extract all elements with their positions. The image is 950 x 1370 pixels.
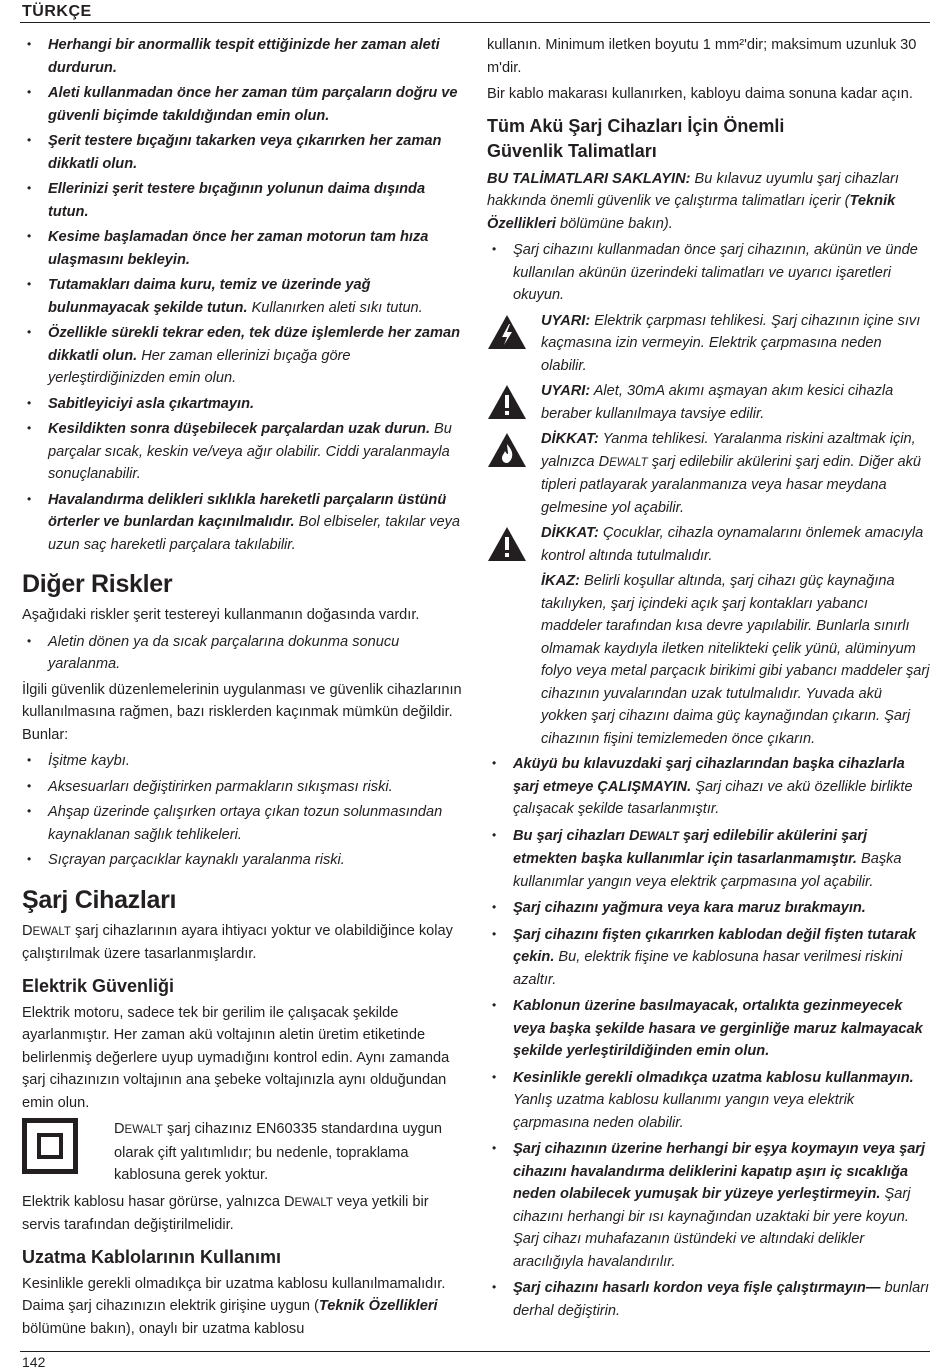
bullet-bold: Tutamakları daima kuru, temiz ve üzerinde yağ bulunmayacak şekilde tutun. bbox=[48, 277, 371, 316]
cable-text-a: Elektrik kablosu hasar görürse, yalnızca D bbox=[22, 1193, 295, 1210]
warning-rcd bbox=[487, 380, 930, 425]
brand-rest: EWALT bbox=[32, 925, 71, 938]
rule-bold: Şarj cihazını yağmura veya kara maruz bırakmayın. bbox=[513, 900, 866, 916]
list-item bbox=[22, 489, 462, 557]
exclamation-hazard-icon bbox=[487, 380, 541, 424]
safety-bullet-list bbox=[22, 34, 462, 556]
warning-label: DİKKAT: bbox=[541, 431, 599, 447]
bullet-text: Bol elbiseler, takılar veya uzun saç hareketli parçalara takılabilir. bbox=[48, 514, 461, 553]
extension-cords-heading: Uzatma Kablolarının Kullanımı bbox=[22, 1246, 282, 1267]
list-item bbox=[487, 924, 930, 992]
rule-text: Başka kullanımlar yangın veya elektrik çarpmasına yol açabilir. bbox=[513, 851, 902, 890]
list-item: • İşitme kaybı. bbox=[22, 750, 462, 773]
other-risks-heading: Diğer Riskler bbox=[22, 570, 173, 598]
bullet-bold: Ellerinizi şerit testere bıçağının yolunun daima dışında tutun. bbox=[48, 181, 426, 220]
other-risks-bullet-list bbox=[22, 631, 462, 676]
save-text-a: Bu kılavuz uyumlu şarj cihazları hakkında önemli güvenlik ve çalıştırma talimatları içerir ( bbox=[487, 170, 899, 209]
charger-rules-list bbox=[487, 753, 930, 1322]
ext-text-b: bölümüne bakın), onaylı bir uzatma kablosu bbox=[22, 1320, 305, 1337]
list-item: • Sıçrayan parçacıklar kaynaklı yaralanma riski. bbox=[22, 849, 462, 872]
right-column bbox=[487, 34, 930, 1326]
other-risks-paragraph: İlgili güvenlik düzenlemelerinin uygulanması ve güvenlik cihazlarının kullanılmasına rağmen, bazı risklerden kaçınmak mümkün değildir. Bunlar: bbox=[22, 681, 462, 743]
save-text-b: bölümüne bakın). bbox=[555, 215, 673, 232]
bullet-bold: Aleti kullanmadan önce her zaman tüm parçaların doğru ve güvenli biçimde takıldığından emin olun. bbox=[48, 85, 458, 124]
electrical-safety-heading: Elektrik Güvenliği bbox=[22, 975, 175, 996]
risk-list bbox=[22, 750, 462, 872]
brand-rest: EWALT bbox=[124, 1124, 163, 1136]
list-item bbox=[22, 178, 462, 223]
list-item bbox=[487, 897, 930, 920]
bullet-bold: Şerit testere bıçağını takarken veya çıkarırken her zaman dikkatli olun. bbox=[48, 133, 442, 172]
list-item bbox=[22, 82, 462, 127]
brand-rest: EWALT bbox=[294, 1196, 333, 1209]
bullet-text: Bu parçalar sıcak, keskin ve/veya ağır olabilir. Ciddi yaralanmayla sonuçlanabilir. bbox=[48, 421, 452, 482]
warning-text-a: Yanma tehlikesi. Yaralanma riskini azaltmak için, yalnızca D bbox=[541, 431, 916, 470]
double-insulation-icon bbox=[22, 1118, 78, 1174]
notice-label: İKAZ: bbox=[541, 573, 580, 589]
bullet-bold: Sabitleyiciyi asla çıkartmayın. bbox=[48, 395, 255, 412]
heading-line-1: Tüm Akü Şarj Cihazları İçin Önemli bbox=[487, 115, 785, 136]
list-item bbox=[22, 322, 462, 390]
rule-bold: Kablonun üzerine basılmayacak, ortalıkta gezinmeyecek veya başka şekilde hasara ve gerginliğe maruz kalmayacak şekilde yerleştirildiğinden emin olun. bbox=[513, 998, 923, 1059]
charger-safety-heading bbox=[487, 114, 930, 164]
save-label: BU TALİMATLARI SAKLAYIN: bbox=[487, 170, 691, 187]
bullet-bold: Özellikle sürekli tekrar eden, tek düze işlemlerde her zaman dikkatli olun. bbox=[48, 325, 461, 364]
warning-text: Çocuklar, cihazla oynamalarını önlemek amacıyla kontrol altında tutulmalıdır. bbox=[541, 525, 924, 564]
chargers-heading: Şarj Cihazları bbox=[22, 885, 177, 914]
bullet-bold: Kesime başlamadan önce her zaman motorun tam hıza ulaşmasını bekleyin. bbox=[48, 229, 429, 268]
double-insulation-block bbox=[22, 1118, 462, 1187]
bullet-text: Her zaman ellerinizi bıçağa göre yerleştirdiğinizden emin olun. bbox=[48, 347, 351, 386]
notice-block bbox=[487, 570, 930, 750]
chargers-intro bbox=[22, 920, 462, 966]
warning-text: Alet, 30mA akımı aşmayan akım kesici cihazla beraber kullanılmaya tavsiye edilir. bbox=[541, 383, 894, 422]
list-item bbox=[487, 825, 930, 894]
rule-text: Şarj cihazını herhangi bir ısı kaynağından uzaktaki bir yere koyun. Şarj cihazı muhafazanın üstündeki ve altındaki delikler aracılığıyla havalandırılır. bbox=[513, 1186, 911, 1270]
brand-rest: EWALT bbox=[639, 830, 679, 843]
ext-text-a: Kesinlikle gerekli olmadıkça bir uzatma kablosu kullanılmamalıdır. Daima şarj cihazınızın elektrik girişine uygun ( bbox=[22, 1275, 446, 1314]
list-item: • Ahşap üzerinde çalışırken ortaya çıkan tozun solunmasından kaynaklanan sağlık tehlikeleri. bbox=[22, 801, 462, 846]
chargers-intro-text: şarj cihazlarının ayara ihtiyacı yoktur ve olabildiğince kolay çalıştırılmak üzere tasarlanmışlardır. bbox=[22, 922, 453, 962]
caution-burn bbox=[487, 428, 930, 519]
double-insulation-text bbox=[114, 1118, 462, 1187]
extension-continued: kullanın. Minimum iletken boyutu 1 mm²'dir; maksimum uzunluk 30 m'dir. bbox=[487, 37, 917, 76]
list-item bbox=[487, 1277, 930, 1322]
ext-text-bold: Teknik Özellikleri bbox=[318, 1298, 438, 1314]
brand-rest: EWALT bbox=[609, 456, 648, 469]
exclamation-hazard-icon bbox=[487, 522, 541, 566]
list-item bbox=[487, 753, 930, 821]
warning-electric-shock bbox=[487, 310, 930, 378]
other-risks-intro: Aşağıdaki riskler şerit testereyi kullanmanın doğasında vardır. bbox=[22, 607, 420, 623]
heading-line-2: Güvenlik Talimatları bbox=[487, 140, 657, 161]
warning-label: DİKKAT: bbox=[541, 525, 599, 541]
list-item: • Aletin dönen ya da sıcak parçalarına dokunma sonucu yaralanma. bbox=[22, 631, 462, 676]
cable-reel-note: Bir kablo makarası kullanırken, kabloyu daima sonuna kadar açın. bbox=[487, 86, 913, 102]
list-item bbox=[487, 995, 930, 1063]
fire-hazard-icon bbox=[487, 428, 541, 472]
extension-paragraph bbox=[22, 1273, 462, 1341]
caution-children bbox=[487, 522, 930, 567]
rule-text: Şarj cihazı ve akü özellikle birlikte çalışacak şekilde tasarlanmıştır. bbox=[513, 778, 913, 817]
language-header: TÜRKÇE bbox=[22, 3, 92, 20]
bullet-bold: Havalandırma delikleri sıklıkla hareketli parçaların üstünü örterler ve bunlardan kaçınılmalıdır. bbox=[48, 491, 447, 530]
list-item: • Aksesuarları değiştirirken parmakların sıkışması riski. bbox=[22, 776, 462, 799]
notice-text: Belirli koşullar altında, şarj cihazı güç kaynağına takılıyken, şarj içindeki açık şarj kontakları yabancı maddeler tarafından kısa devre yapılabilir. Bunlarla sınırlı olmamak kaydıyla iletken nitelikteki çelik yünü, alüminyum folyo veya metal parçacık birikimi gibi yabancı maddeler şarj cihazının yuvalarından uzak tutulmalıdır. Yuvada akü yokken şarj cihazını daima güç kaynağından çıkarın. Şarj cihazının fişini temizlemeden önce çıkarın. bbox=[541, 573, 930, 747]
list-item bbox=[22, 34, 462, 79]
rule-bold-b: şarj edilebilir akülerini şarj etmekten başka kullanımlar için tasarlanmamıştır. bbox=[513, 827, 868, 867]
list-item bbox=[22, 274, 462, 319]
list-item bbox=[22, 130, 462, 175]
rule-bold: Kesinlikle gerekli olmadıkça uzatma kablosu kullanmayın. bbox=[513, 1069, 914, 1086]
rule-text: Yanlış uzatma kablosu kullanımı yangın veya elektrik çarpmasına neden olabilir. bbox=[513, 1092, 855, 1131]
warning-label: UYARI: bbox=[541, 312, 591, 329]
rule-bold-a: Bu şarj cihazları D bbox=[513, 827, 640, 844]
list-item bbox=[487, 1138, 930, 1273]
electric-hazard-icon bbox=[487, 310, 541, 354]
list-item bbox=[22, 418, 462, 486]
rule-bold: Şarj cihazını hasarlı kordon veya fişle çalıştırmayın— bbox=[513, 1280, 881, 1296]
bullet-bold: Kesildikten sonra düşebilecek parçalardan uzak durun. bbox=[48, 421, 430, 437]
double-insulation-rest: şarj cihazınız EN60335 standardına uygun olarak çift yalıtımlıdır; bu nedenle, topraklama kablosuna gerek yoktur. bbox=[114, 1121, 442, 1183]
page-number: 142 bbox=[22, 1354, 46, 1370]
save-instructions bbox=[487, 168, 930, 236]
list-item bbox=[22, 226, 462, 271]
cable-paragraph bbox=[22, 1191, 462, 1237]
list-item bbox=[487, 1067, 930, 1135]
list-item: • Şarj cihazını kullanmadan önce şarj cihazının, akünün ve ünde kullanılan akünün üzerindeki talimatları ve uyarıcı işaretleri okuyun. bbox=[487, 239, 930, 307]
rule-text: bunları derhal değiştirin. bbox=[513, 1280, 930, 1319]
warning-label: UYARI: bbox=[541, 383, 591, 399]
electrical-safety-paragraph: Elektrik motoru, sadece tek bir gerilim ile çalışacak şekilde ayarlanmıştır. Her zaman akü voltajının aletin üretim etiketinde belirlenmiş değerlere uyup uymadığını kontrol edin. Aynı zamanda şarj cihazınızın voltajının ana şebeke voltajınızla aynı olduğundan emin olun. bbox=[22, 1004, 450, 1111]
bullet-bold: Herhangi bir anormallik tespit ettiğinizde her zaman aleti durdurun. bbox=[48, 37, 440, 76]
header-rule bbox=[20, 22, 930, 23]
warning-text-b: şarj edilebilir akülerini şarj edin. Diğer akü tipleri patlayarak yaralanmanıza veya hasar meydana gelmesine yol açabilir. bbox=[541, 453, 922, 516]
footer-rule bbox=[20, 1351, 930, 1352]
rule-text: Bu, elektrik fişine ve kablosuna hasar verilmesi riskini azaltır. bbox=[513, 949, 903, 988]
warning-text: Elektrik çarpması tehlikesi. Şarj cihazının içine sıvı kaçmasına izin vermeyin. Elektrik çarpmasına neden olabilir. bbox=[541, 312, 921, 374]
rule-bold: Şarj cihazını fişten çıkarırken kablodan değil fişten tutarak çekin. bbox=[513, 926, 917, 965]
cable-text-b: veya yetkili bir servis tarafından değiştirilmelidir. bbox=[22, 1193, 429, 1233]
left-column bbox=[22, 34, 462, 1344]
rule-bold: Aküyü bu kılavuzdaki şarj cihazlarından başka cihazlarla şarj etmeye ÇALIŞMAYIN. bbox=[513, 756, 905, 795]
rule-bold: Şarj cihazının üzerine herhangi bir eşya koymayın veya şarj cihazını havalandırma deliklerini kapatıp aşırı iç sıcaklığa neden olabilecek yumuşak bir yüzeye yerleştirmeyin. bbox=[513, 1141, 926, 1202]
save-text-bold: Teknik Özellikleri bbox=[487, 193, 896, 232]
read-instructions-list bbox=[487, 239, 930, 307]
bullet-text: Kullanırken aleti sıkı tutun. bbox=[247, 299, 423, 316]
brand-initial: D bbox=[22, 922, 33, 939]
list-item bbox=[22, 393, 462, 416]
brand-initial: D bbox=[114, 1121, 125, 1137]
